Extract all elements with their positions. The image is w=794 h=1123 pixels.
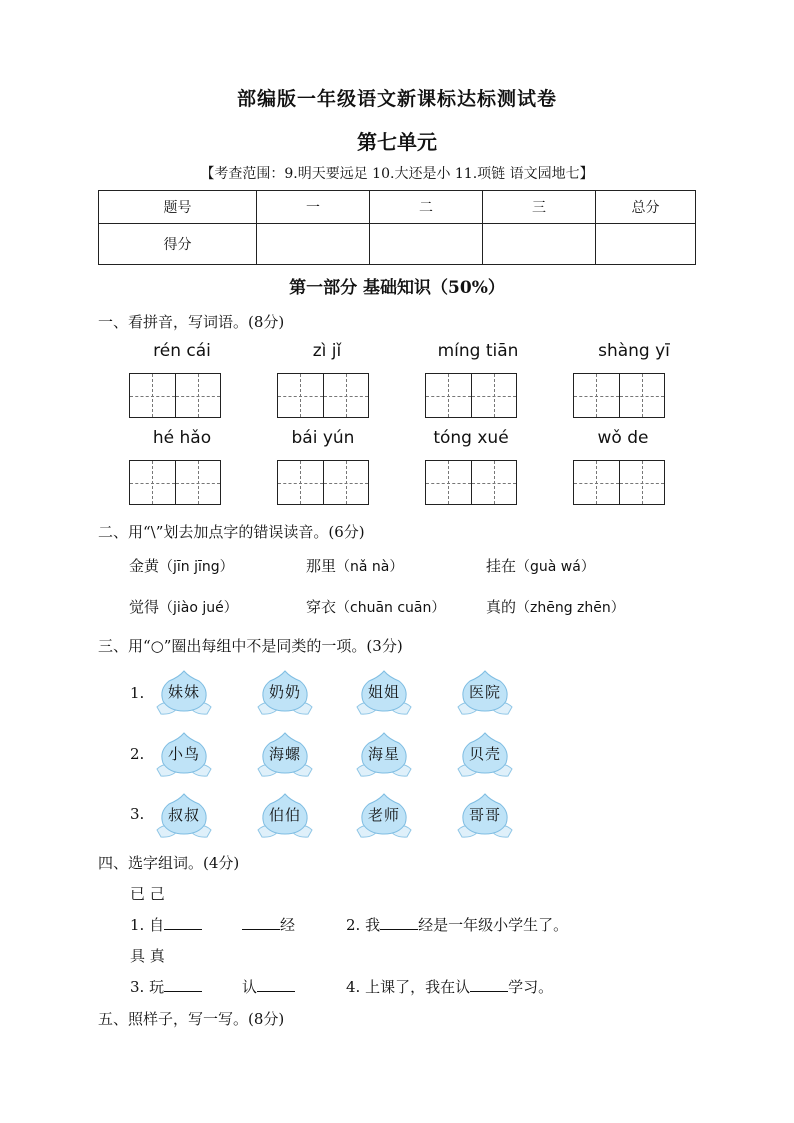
answer-blank[interactable]	[257, 977, 295, 992]
pinyin-label: hé hǎo	[152, 428, 212, 448]
score-input-cell[interactable]	[370, 224, 483, 265]
peach-word-option[interactable]	[256, 729, 314, 779]
answer-blank[interactable]	[470, 977, 508, 992]
pinyin-label: bái yún	[291, 428, 355, 448]
item-word: 那里	[306, 557, 337, 575]
peach-word-label: 哥哥	[468, 806, 501, 824]
score-table	[98, 190, 696, 265]
score-input-cell[interactable]	[596, 224, 696, 265]
pinyin-label: wǒ de	[597, 428, 649, 448]
fill-prefix: 3. 玩	[130, 978, 165, 996]
peach-word-label: 医院	[468, 683, 501, 701]
fill-prefix: 认	[242, 978, 258, 996]
peach-word-option[interactable]	[256, 790, 314, 840]
pinyin-label: shàng yī	[598, 341, 670, 361]
page-title: 部编版一年级语文新课标达标测试卷	[236, 88, 557, 110]
writing-grid[interactable]	[277, 373, 369, 418]
fill-suffix: 学习。	[508, 978, 554, 996]
writing-grid[interactable]	[425, 460, 517, 505]
item-word: 挂在	[486, 557, 517, 575]
item-options: （zhēng zhēn）	[516, 600, 625, 616]
peach-word-option[interactable]	[456, 790, 514, 840]
fill-prefix: 1. 自	[130, 916, 165, 934]
peach-word-label: 海螺	[268, 745, 301, 763]
item-options: （chuān cuān）	[336, 600, 446, 616]
pinyin-label: míng tiān	[437, 341, 519, 361]
peach-word-option[interactable]	[256, 667, 314, 717]
peach-word-label: 伯伯	[268, 806, 301, 824]
score-input-cell[interactable]	[257, 224, 370, 265]
score-header-cell: 总分	[596, 191, 696, 224]
unit-title: 第七单元	[357, 130, 437, 154]
peach-word-label: 小鸟	[167, 745, 200, 763]
fill-line	[130, 976, 202, 997]
fill-line	[346, 914, 568, 935]
peach-word-option[interactable]	[456, 729, 514, 779]
score-header-cell: 题号	[99, 191, 257, 224]
peach-word-label: 海星	[367, 745, 400, 763]
writing-grid[interactable]	[573, 460, 665, 505]
item-options: （jiào jué）	[159, 600, 238, 616]
score-row-label: 得分	[99, 224, 257, 265]
reading-choice-item[interactable]	[486, 596, 625, 617]
reading-choice-item[interactable]	[129, 596, 238, 617]
fill-line	[346, 976, 553, 997]
score-input-cell[interactable]	[483, 224, 596, 265]
score-header-cell: 二	[370, 191, 483, 224]
peach-word-option[interactable]	[155, 729, 213, 779]
group-number: 2.	[130, 745, 145, 763]
part-title: 第一部分 基础知识（50%）	[289, 278, 505, 298]
peach-word-label: 姐姐	[367, 683, 400, 701]
fill-prefix: 2. 我	[346, 916, 381, 934]
fill-line	[242, 914, 295, 935]
peach-word-label: 老师	[367, 806, 400, 824]
peach-word-option[interactable]	[355, 729, 413, 779]
item-options: （jīn jīng）	[159, 559, 234, 575]
exam-scope: 【考查范围：9.明天要远足 10.大还是小 11.项链 语文园地七】	[200, 166, 594, 182]
reading-choice-item[interactable]	[486, 555, 595, 576]
question-2-title: 二、用“\”划去加点字的错误读音。(6分)	[98, 523, 365, 541]
reading-choice-item[interactable]	[306, 596, 445, 617]
fill-line	[130, 914, 202, 935]
pinyin-label: rén cái	[153, 341, 211, 361]
question-3-title: 三、用“○”圈出每组中不是同类的一项。(3分)	[98, 637, 403, 655]
writing-grid[interactable]	[425, 373, 517, 418]
peach-word-option[interactable]	[355, 790, 413, 840]
fill-suffix: 经	[280, 916, 296, 934]
writing-grid[interactable]	[277, 460, 369, 505]
score-header-cell: 一	[257, 191, 370, 224]
item-word: 觉得	[129, 598, 160, 616]
question-1-title: 一、看拼音，写词语。(8分)	[98, 313, 285, 331]
answer-blank[interactable]	[242, 915, 280, 930]
reading-choice-item[interactable]	[129, 555, 234, 576]
item-word: 金黄	[129, 557, 160, 575]
peach-word-label: 叔叔	[167, 806, 200, 824]
char-pair: 具 真	[130, 947, 165, 965]
item-options: （nǎ nà）	[336, 559, 404, 575]
item-options: （guà wá）	[516, 559, 595, 575]
peach-word-option[interactable]	[155, 667, 213, 717]
fill-line	[242, 976, 295, 997]
pinyin-label: tóng xué	[433, 428, 509, 448]
answer-blank[interactable]	[380, 915, 418, 930]
answer-blank[interactable]	[164, 977, 202, 992]
writing-grid[interactable]	[129, 373, 221, 418]
peach-word-option[interactable]	[355, 667, 413, 717]
item-word: 穿衣	[306, 598, 337, 616]
writing-grid[interactable]	[573, 373, 665, 418]
peach-word-label: 奶奶	[268, 683, 301, 701]
peach-word-option[interactable]	[155, 790, 213, 840]
peach-word-label: 妹妹	[167, 683, 200, 701]
peach-word-label: 贝壳	[468, 745, 501, 763]
pinyin-label: zì jǐ	[312, 341, 342, 361]
char-pair: 已 己	[130, 885, 165, 903]
question-5-title: 五、照样子，写一写。(8分)	[98, 1010, 285, 1028]
fill-prefix: 4. 上课了，我在认	[346, 978, 471, 996]
score-header-cell: 三	[483, 191, 596, 224]
question-4-title: 四、选字组词。(4分)	[98, 854, 240, 872]
group-number: 3.	[130, 805, 145, 823]
answer-blank[interactable]	[164, 915, 202, 930]
group-number: 1.	[130, 684, 145, 702]
writing-grid[interactable]	[129, 460, 221, 505]
item-word: 真的	[486, 598, 517, 616]
reading-choice-item[interactable]	[306, 555, 403, 576]
peach-word-option[interactable]	[456, 667, 514, 717]
fill-suffix: 经是一年级小学生了。	[418, 916, 569, 934]
